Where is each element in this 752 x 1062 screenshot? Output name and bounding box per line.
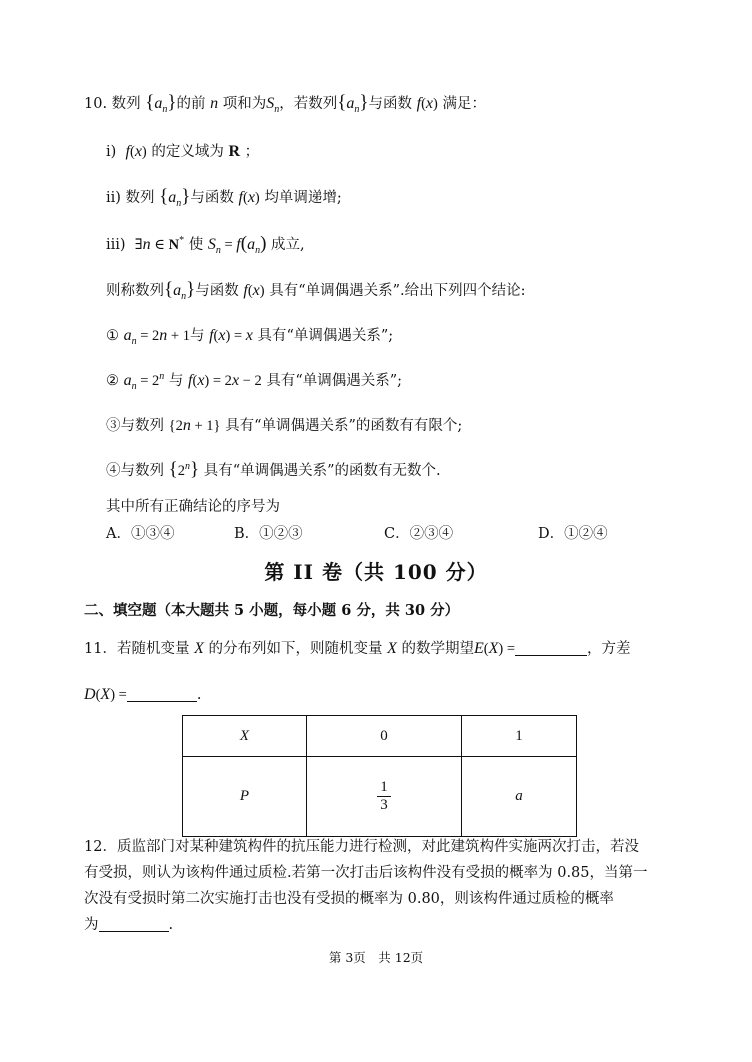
- table-header-0: 0: [307, 716, 462, 757]
- q10-statement-3: ③与数列 {2n + 1} 具有“单调偶遇关系”的函数有有限个;: [106, 417, 463, 434]
- q10-option-b: B．①②③: [234, 526, 303, 542]
- q10-option-d: D．①②④: [538, 526, 608, 542]
- q12-probability-blank[interactable]: [99, 915, 169, 932]
- section-2-title: 第 II 卷（共 100 分）: [264, 560, 488, 584]
- q10-option-c: C．②③④: [384, 526, 454, 542]
- q10-condition-3: ⅲ) ∃n ∈ N* 使 $S_n = f(a_n)$ 成立,: [106, 233, 305, 256]
- q11-variance-blank[interactable]: [127, 685, 197, 702]
- table-header-x: X: [183, 716, 307, 757]
- q10-condition-2: ⅱ) 数列 $\{a_n\}$与函数 f(x) 均单调递增;: [106, 186, 342, 209]
- q10-statement-1: ① $a_n = 2n + 1$与 f(x) = x 具有“单调偶遇关系”;: [106, 327, 394, 347]
- fraction-one-third: $\frac{1}{3}$: [377, 779, 391, 814]
- page-footer: 第 3页 共 12页: [328, 950, 424, 965]
- q10-statement-4: ④与数列 {2$^n$} 具有“单调偶遇关系”的函数有无数个.: [106, 459, 441, 480]
- q10-option-a: A．①③④: [106, 526, 175, 542]
- q11-distribution-table: [182, 715, 577, 837]
- table-row: [183, 757, 577, 837]
- table-label-p: P: [183, 757, 307, 837]
- table-header-1: 1: [462, 716, 577, 757]
- q10-definition: 则称数列$\{a_n\}$与函数 f(x) 具有“单调偶遇关系”.给出下列四个结论:: [106, 279, 526, 302]
- fill-blank-heading: 二、填空题（本大题共 5 小题，每小题 6 分，共 30 分）: [84, 602, 460, 619]
- q10-question: 其中所有正确结论的序号为: [106, 499, 280, 515]
- q11-text: 11．若随机变量 X 的分布列如下，则随机变量 X 的数学期望E(X) = ，方差: [84, 640, 631, 657]
- math-seq-an: $\{a_n\}$: [145, 92, 177, 115]
- q10-intro: 10. 数列 $\{a_n\}$的前 n 项和为$S_n$，若数列$\{a_n\}$与函数 f(x) 满足：: [84, 92, 486, 115]
- q11-expectation-blank[interactable]: [515, 639, 587, 656]
- table-cell-one-third: [307, 757, 462, 837]
- q10-condition-1: ⅰ) f(x) 的定义域为 R ；: [106, 143, 260, 160]
- q10-statement-2: ② $a_n = 2^n$ 与 f(x) = 2x − 2 具有“单调偶遇关系”;: [106, 371, 403, 392]
- q12-text: 12．质监部门对某种建筑构件的抗压能力进行检测，对此建筑构件实施两次打击，若没 有受损，则认为该构件通过质检.若第一次打击后该构件没有受损的概率为 0.85，当第一 次没有受损时第二次实施打击也没有受损的概率为 0.80，则该构件通过质检的概率 为 .: [84, 839, 648, 933]
- table-cell-a: a: [462, 757, 577, 837]
- q11-variance-line: D(X) = .: [84, 686, 202, 703]
- table-row: [183, 716, 577, 757]
